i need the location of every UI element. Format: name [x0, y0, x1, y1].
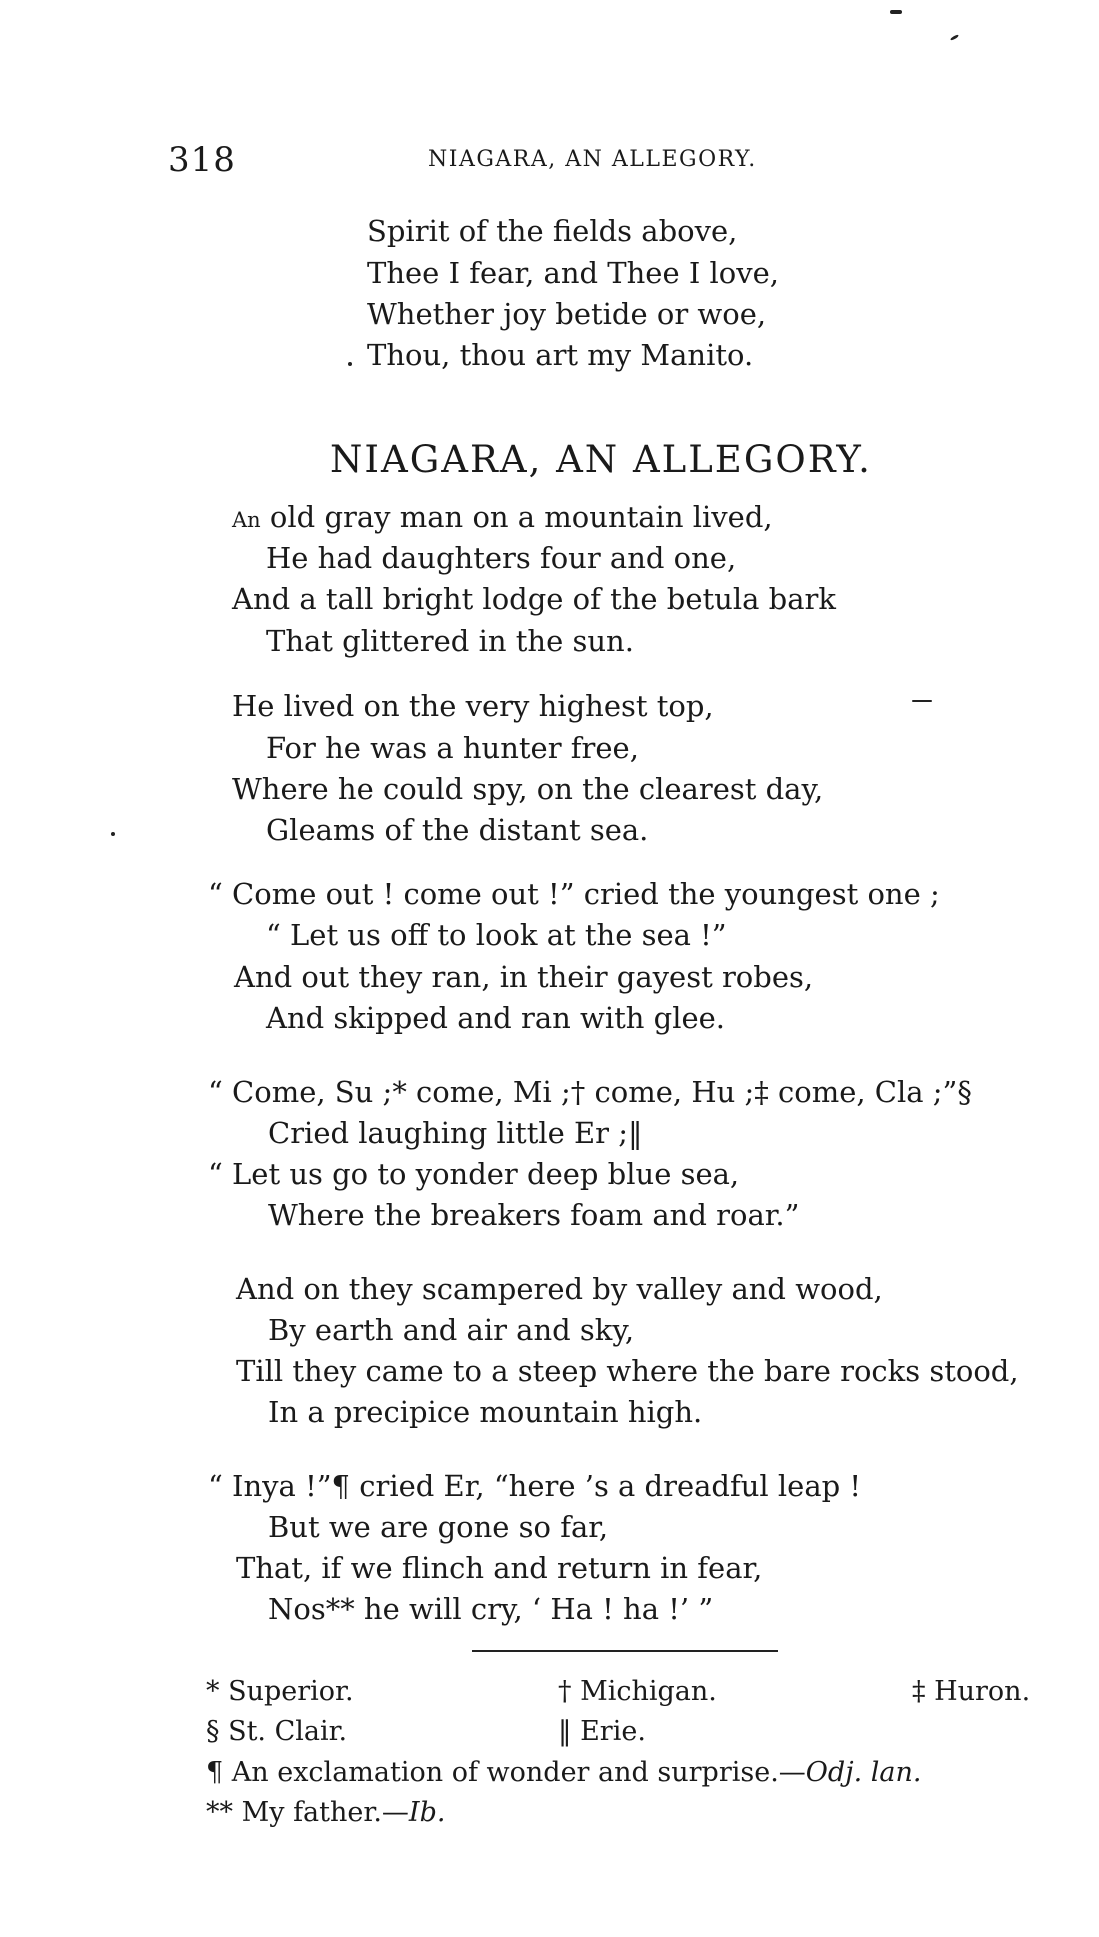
- epigraph-line: Spirit of the fields above,: [367, 214, 738, 248]
- running-title: NIAGARA, AN ALLEGORY.: [428, 147, 757, 172]
- poem-line: That, if we flinch and return in fear,: [236, 1551, 763, 1585]
- poem-line: In a precipice mountain high.: [268, 1395, 703, 1429]
- poem-line: Till they came to a steep where the bare rocks stood,: [236, 1354, 1019, 1388]
- footnote-exclamation: ¶ An exclamation of wonder and surprise.—Odj. lan.: [206, 1757, 922, 1788]
- footnote-erie: ‖ Erie.: [558, 1716, 646, 1747]
- poem-line: “ Come, Su ;* come, Mi ;† come, Hu ;‡ come, Cla ;”§: [208, 1075, 972, 1109]
- epigraph-line: Thou, thou art my Manito.: [367, 338, 754, 372]
- poem-line: By earth and air and sky,: [268, 1313, 635, 1347]
- poem-line: “ Let us go to yonder deep blue sea,: [208, 1157, 740, 1191]
- poem-line: And a tall bright lodge of the betula bark: [232, 582, 836, 616]
- poem-line: He had daughters four and one,: [266, 541, 737, 575]
- drop-cap-word: An: [232, 508, 261, 532]
- scan-mark: [912, 700, 932, 702]
- scan-mark: [890, 10, 902, 14]
- footnote-source: Ib.: [408, 1797, 446, 1828]
- footnote-huron: ‡ Huron.: [912, 1676, 1031, 1707]
- footnote-michigan: † Michigan.: [558, 1676, 717, 1707]
- poem-line: “ Come out ! come out !” cried the youngest one ;: [208, 877, 940, 911]
- poem-line: Gleams of the distant sea.: [266, 813, 649, 847]
- footnote-source: Odj. lan.: [805, 1757, 922, 1788]
- epigraph-line: Whether joy betide or woe,: [367, 297, 767, 331]
- footnote-st-clair: § St. Clair.: [206, 1716, 348, 1747]
- scan-mark: [111, 832, 115, 836]
- poem-line: That glittered in the sun.: [266, 624, 634, 658]
- poem-line: “ Let us off to look at the sea !”: [266, 918, 727, 952]
- footnote-rule: [472, 1650, 778, 1652]
- poem-line: Where the breakers foam and roar.”: [268, 1198, 800, 1232]
- poem-line: Nos** he will cry, ‘ Ha ! ha !’ ”: [268, 1592, 714, 1626]
- footnote-superior: * Superior.: [206, 1676, 354, 1707]
- poem-line: An old gray man on a mountain lived,: [232, 500, 773, 534]
- poem-line: Cried laughing little Er ;‖: [268, 1116, 643, 1150]
- poem-line: And on they scampered by valley and wood,: [236, 1272, 883, 1306]
- poem-line: And skipped and ran with glee.: [266, 1001, 726, 1035]
- poem-line: Where he could spy, on the clearest day,: [232, 772, 824, 806]
- scan-mark: [348, 362, 352, 366]
- poem-line: And out they ran, in their gayest robes,: [234, 960, 814, 994]
- poem-line: He lived on the very highest top,: [232, 689, 714, 723]
- scan-mark: [950, 34, 959, 41]
- poem-line: “ Inya !”¶ cried Er, “here ’s a dreadful leap !: [208, 1469, 862, 1503]
- poem-title: NIAGARA, AN ALLEGORY.: [330, 438, 872, 481]
- footnote-father: ** My father.—Ib.: [206, 1797, 446, 1828]
- poem-line: But we are gone so far,: [268, 1510, 609, 1544]
- epigraph-line: Thee I fear, and Thee I love,: [367, 256, 780, 290]
- poem-line: For he was a hunter free,: [266, 731, 639, 765]
- page-number: 318: [168, 140, 236, 180]
